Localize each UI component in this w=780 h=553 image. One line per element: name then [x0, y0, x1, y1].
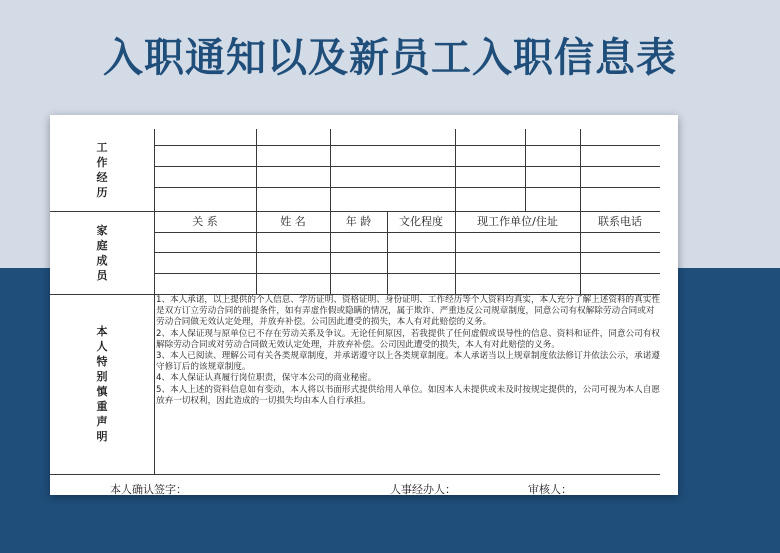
label-column-divider — [154, 129, 155, 474]
grid-row-line — [154, 232, 660, 233]
header-relation: 关 系 — [192, 215, 218, 228]
declaration-label: 本人特别慎重声明 — [96, 325, 108, 443]
declaration-item: 4、本人保证认真履行岗位职责，保守本公司的商业秘密。 — [156, 373, 377, 384]
declaration-item: 2、本人保证现与原单位已不存在劳动关系及争议。无论任何原因，若我提供了任何虚假或误导性的信息、资料和证件，同意公司有权解除劳动合同或对劳动合同做无效认定处理，并放弃补偿。公司因此遭受的损失，本人有对此赔偿的义务。 — [156, 328, 660, 350]
grid-row-line — [154, 166, 660, 167]
grid-row-line — [154, 273, 660, 274]
declaration-section — [50, 294, 154, 474]
grid-row-line — [154, 145, 660, 146]
declaration-item: 1、本人承诺，以上提供的个人信息、学历证明、资格证明、身份证明、工作经历等个人资料均真实，本人充分了解上述资料的真实性是双方订立劳动合同的前提条件，如有弄虚作假或隐瞒的情况，属于欺诈、严重违反公司规章制度，同意公司有权解除劳动合同或对劳动合同做无效认定处理，并放弃补偿。公司因此遭受的损失，本人有对此赔偿的义务。 — [156, 295, 660, 328]
hr-signature-label: 人事经办人： — [390, 483, 456, 496]
family-section — [50, 211, 154, 294]
grid-col-line — [525, 129, 526, 211]
work-history-section — [50, 129, 154, 211]
reviewer-signature-label: 审核人： — [528, 483, 572, 496]
grid-row-line — [154, 252, 660, 253]
page-title: 入职通知以及新员工入职信息表 — [103, 35, 677, 81]
grid-row-line — [154, 187, 660, 188]
form-sheet — [50, 115, 678, 495]
employee-signature-label: 本人确认签字： — [110, 483, 187, 496]
declaration-item: 5、本人上述的资料信息如有变动，本人将以书面形式提供给用人单位。如因本人未提供或未及时按规定提供的，公司可视为本人自愿放弃一切权利，因此造成的一切损失均由本人自行承担。 — [156, 384, 660, 406]
header-education: 文化程度 — [399, 215, 443, 228]
family-label: 家庭成员 — [96, 223, 108, 282]
header-age: 年 龄 — [345, 215, 372, 228]
header-workplace: 现工作单位/住址 — [477, 215, 558, 228]
header-phone: 联系电话 — [598, 215, 642, 228]
work-history-label: 工作经历 — [96, 141, 108, 199]
declaration-item: 3、本人已阅读、理解公司有关各类规章制度，并承诺遵守以上各类规章制度。本人承诺当以上规章制度依法修订并依法公示，承诺遵守修订后的该规章制度。 — [156, 351, 660, 373]
header-name: 姓 名 — [280, 215, 306, 228]
declaration-text — [156, 295, 661, 407]
section-divider — [50, 474, 660, 475]
